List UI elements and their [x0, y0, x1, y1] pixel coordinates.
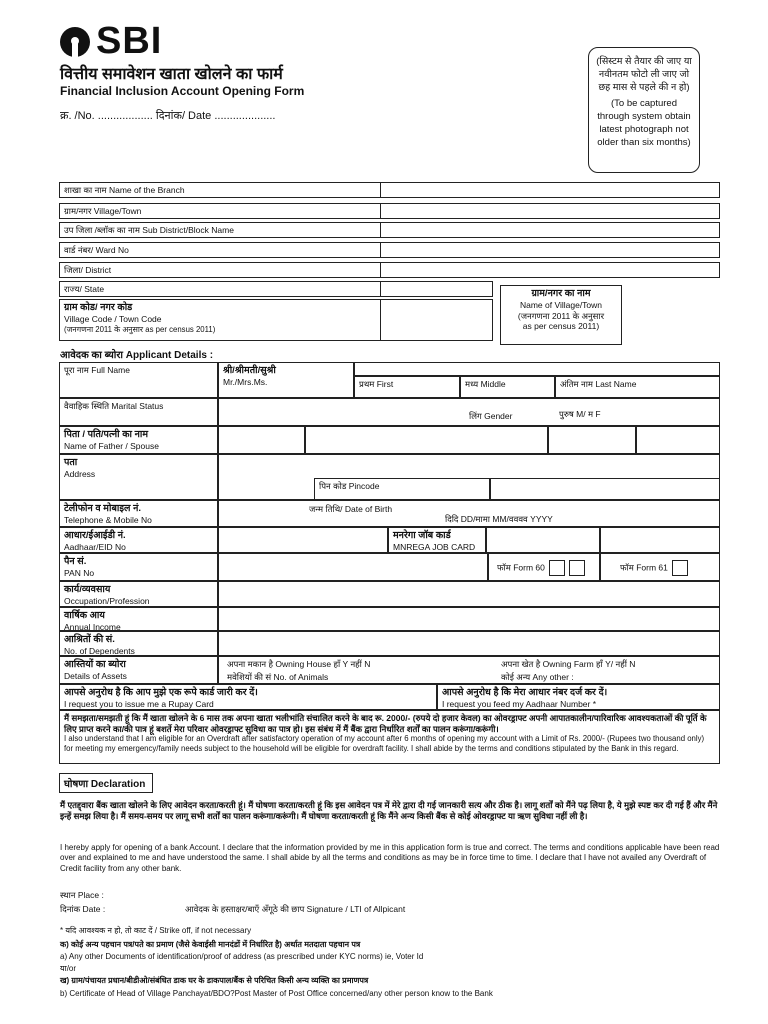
- assets-label: आस्तियों का ब्योरा Details of Assets: [59, 656, 218, 684]
- mnrega-field-2[interactable]: [600, 527, 720, 553]
- village-town-field[interactable]: [380, 203, 720, 219]
- form60-checkbox-2[interactable]: [569, 560, 585, 576]
- declaration-hindi: मैं एतद्द्वारा बैंक खाता खोलने के लिए आवेदन करता/करती हूं। मैं घोषणा करता/करती हूं कि इस आवेदन पत्र में मेरे द्वारा दी गई जानकारी सत्य और ठीक है। लागू शर्तों को मैंने पढ़ लिया है, ये मुझे स्पष्ट कर दी गई हैं और मैंने इन्हें समझ लिया है। मैं समय-समय पर लागू सभी शर्तों का पालन करूंगा/करूंगी। मैं घोषणा करता/करती हूं कि मैंने अन्य किसी बैंक से कोई ओवरड्राफ्ट या ऋण सुविधा नहीं ली है।: [60, 800, 718, 822]
- place-field[interactable]: स्थान Place :: [60, 890, 104, 900]
- applicant-heading: आवेदक का ब्योरा Applicant Details :: [60, 350, 214, 361]
- date-field[interactable]: दिनांक Date :: [60, 904, 106, 914]
- mnrega-label: मनरेगा जॉब कार्ड MNREGA JOB CARD: [388, 527, 486, 553]
- village-town-label: ग्राम/नगर Village/Town: [59, 203, 381, 219]
- overdraft-declaration: मैं समझता/समझती हूं कि मैं खाता खोलने के 6 मास तक अपना खाता भलीभांति संचालित करने के बाद रू. 2000/- (रुपये दो हजार केवल) का ओवरड्राफ्ट अपनी आपातकालीन/पारिवारिक आवश्यकताओं की पूर्ति के लिए प्राप्त करने का/की पात्र हूं बशर्ते मेरा परिवार ओवरड्राफ्ट सुविधा का पात्र हो। इस संबंध में मैं बैंक द्वारा निर्धारित शर्तों का पालन करूंगा/करूंगी। I also understand that I am eligible for an Overdraft after satisfactory operation of my account after 6 months of opening my account with a Limit of Rs. 2000/- (Rupees two thousand only) for meeting my emergency/family needs subject to the household will be eligible for overdraft facility. I shall abide by the terms and conditions stipulated by the Bank in this regard.: [59, 710, 720, 764]
- pan-field[interactable]: [218, 553, 488, 581]
- sbi-keyhole-icon: [60, 27, 90, 57]
- full-name-label: पूरा नाम Full Name: [59, 362, 218, 398]
- village-name-box[interactable]: ग्राम/नगर का नाम Name of Village/Town (जनगणना 2011 के अनुसार as per census 2011): [500, 285, 622, 345]
- district-label: जिला/ District: [59, 262, 381, 278]
- photo-instruction-hindi: (सिस्टम से तैयार की जाए या नवीनतम फोटो ली जाए जो छह मास से पहले की न हो): [596, 56, 692, 93]
- form61-option[interactable]: फॉम Form 61: [620, 560, 688, 576]
- photo-instruction-english: (To be captured through system obtain latest photograph not older than six months): [597, 98, 691, 148]
- income-field[interactable]: [218, 607, 720, 631]
- assets-field[interactable]: [218, 656, 720, 684]
- telephone-dob-field[interactable]: [218, 500, 720, 527]
- branch-name-field[interactable]: [380, 182, 720, 198]
- gender-options[interactable]: पुरुष M/ म F: [559, 409, 601, 419]
- form60-checkbox[interactable]: [549, 560, 565, 576]
- first-name-field[interactable]: प्रथम First: [354, 376, 460, 398]
- dob-label: जन्म तिथि/ Date of Birth: [309, 504, 393, 514]
- form61-checkbox[interactable]: [672, 560, 688, 576]
- name-top-field[interactable]: [354, 362, 720, 376]
- owning-farm-option[interactable]: अपना खेत है Owning Farm हाँ Y/ नहीं N: [501, 659, 636, 669]
- sbi-logo: [60, 20, 162, 63]
- footnote-b-english: b) Certificate of Head of Village Panchayat/BDO?Post Master of Post Office concerned/any other person know to the Bank: [60, 989, 493, 998]
- form-title-english: Financial Inclusion Account Opening Form: [60, 84, 305, 98]
- branch-name-label: शाखा का नाम Name of the Branch: [59, 182, 381, 198]
- middle-name-field[interactable]: मध्य Middle: [460, 376, 555, 398]
- dependents-field[interactable]: [218, 631, 720, 656]
- sub-district-field[interactable]: [380, 222, 720, 238]
- address-label: पता Address: [59, 454, 218, 500]
- telephone-label: टेलीफोन व मोबाइल नं. Telephone & Mobile No: [59, 500, 218, 527]
- village-code-label: ग्राम कोड/ नगर कोड Village Code / Town Code (जनगणना 2011 के अनुसार as per census 2011): [59, 299, 381, 341]
- father-name-field-2[interactable]: [305, 426, 548, 454]
- salutation-cell[interactable]: श्री/श्रीमती/सुश्री Mr./Mrs.Ms.: [218, 362, 354, 398]
- signature-field[interactable]: आवेदक के हस्ताक्षर/बाएँ अँगूठे की छाप Signature / LTI of Allpicant: [185, 904, 406, 914]
- pincode-label: पिन कोड Pincode: [314, 478, 490, 500]
- dob-format[interactable]: दिदि DD/मामा MM/वववव YYYY: [445, 514, 553, 524]
- logo-text: SBI: [96, 20, 163, 62]
- photo-box[interactable]: [588, 47, 700, 173]
- marital-status-label: वैवाहिक स्थिति Marital Status: [59, 398, 218, 426]
- marital-gender-field[interactable]: [218, 398, 720, 426]
- any-other-asset[interactable]: कोई अन्य Any other :: [501, 672, 574, 682]
- rupay-request[interactable]: आपसे अनुरोध है कि आप मुझे एक रूपे कार्ड जारी कर दें। I request you to issue me a Rupay Card: [59, 684, 437, 710]
- dependents-label: आश्रितों की सं. No. of Dependents: [59, 631, 218, 656]
- father-name-field-4[interactable]: [636, 426, 720, 454]
- form-title-hindi: वित्तीय समावेशन खाता खोलने का फार्म: [60, 66, 283, 83]
- income-label: वार्षिक आय Annual Income: [59, 607, 218, 631]
- footnote-a-english: a) Any other Documents of identification/proof of address (as prescribed under KYC norms) ie, Voter Id: [60, 952, 424, 961]
- ward-no-label: वार्ड नंबर/ Ward No: [59, 242, 381, 258]
- number-date-line[interactable]: क्र. /No. .................. दिनांक/ Date ....................: [60, 110, 276, 122]
- sub-district-label: उप जिला /ब्लॉक का नाम Sub District/Block Name: [59, 222, 381, 238]
- state-field[interactable]: [380, 281, 493, 297]
- form60-option[interactable]: फॉम Form 60: [497, 560, 585, 576]
- occupation-field[interactable]: [218, 581, 720, 607]
- footnote-a-hindi: क) कोई अन्य पहचान पत्र/पते का प्रमाण (जैसे केवाईसी मानदंडों में निर्धारित है) अर्थात मतदाता पहचान पत्र: [60, 940, 361, 949]
- footnote-b-hindi: ख) ग्राम/पंचायत प्रधान/बीडीओ/संबंधित डाक घर के डाकपाल/बैंक से परिचित किसी अन्य व्यक्ति का प्रमाणपत्र: [60, 976, 369, 985]
- occupation-label: कार्य/व्यवसाय Occupation/Profession: [59, 581, 218, 607]
- footnote-or: या/or: [60, 964, 77, 973]
- declaration-heading: घोषणा Declaration: [59, 773, 153, 793]
- aadhaar-request[interactable]: आपसे अनुरोध है कि मेरा आधार नंबर दर्ज कर दें। I request you feed my Aadhaar Number *: [437, 684, 720, 710]
- pincode-field[interactable]: [490, 478, 720, 500]
- village-code-field[interactable]: [380, 299, 493, 341]
- father-spouse-label: पिता / पति/पत्नी का नाम Name of Father / Spouse: [59, 426, 218, 454]
- ward-no-field[interactable]: [380, 242, 720, 258]
- state-label: राज्य/ State: [59, 281, 381, 297]
- father-name-field-1[interactable]: [218, 426, 305, 454]
- district-field[interactable]: [380, 262, 720, 278]
- aadhaar-field[interactable]: [218, 527, 388, 553]
- animals-count[interactable]: मवेशियों की सं No. of Animals: [227, 672, 329, 682]
- aadhaar-label: आधार/ईआईडी नं. Aadhaar/EID No: [59, 527, 218, 553]
- father-name-field-3[interactable]: [548, 426, 636, 454]
- owning-house-option[interactable]: अपना मकान है Owning House हाँ Y नहीं N: [227, 659, 371, 669]
- mnrega-field[interactable]: [486, 527, 600, 553]
- declaration-english: I hereby apply for opening of a bank Account. I declare that the information provided by me in this application form is true and correct. The terms and conditions applicable have been read over and explained to me and have understood the same. I shall abide by all the terms and conditions as may be in force time to time. I declare that I have not availed any Overdraft of Credit facility from any other bank.: [60, 843, 720, 873]
- strike-off-note: * यदि आवश्यक न हो, तो काट दें / Strike off, if not necessary: [60, 926, 252, 935]
- pan-label: पैन सं. PAN No: [59, 553, 218, 581]
- gender-label: लिंग Gender: [469, 411, 513, 421]
- last-name-field[interactable]: अंतिम नाम Last Name: [555, 376, 720, 398]
